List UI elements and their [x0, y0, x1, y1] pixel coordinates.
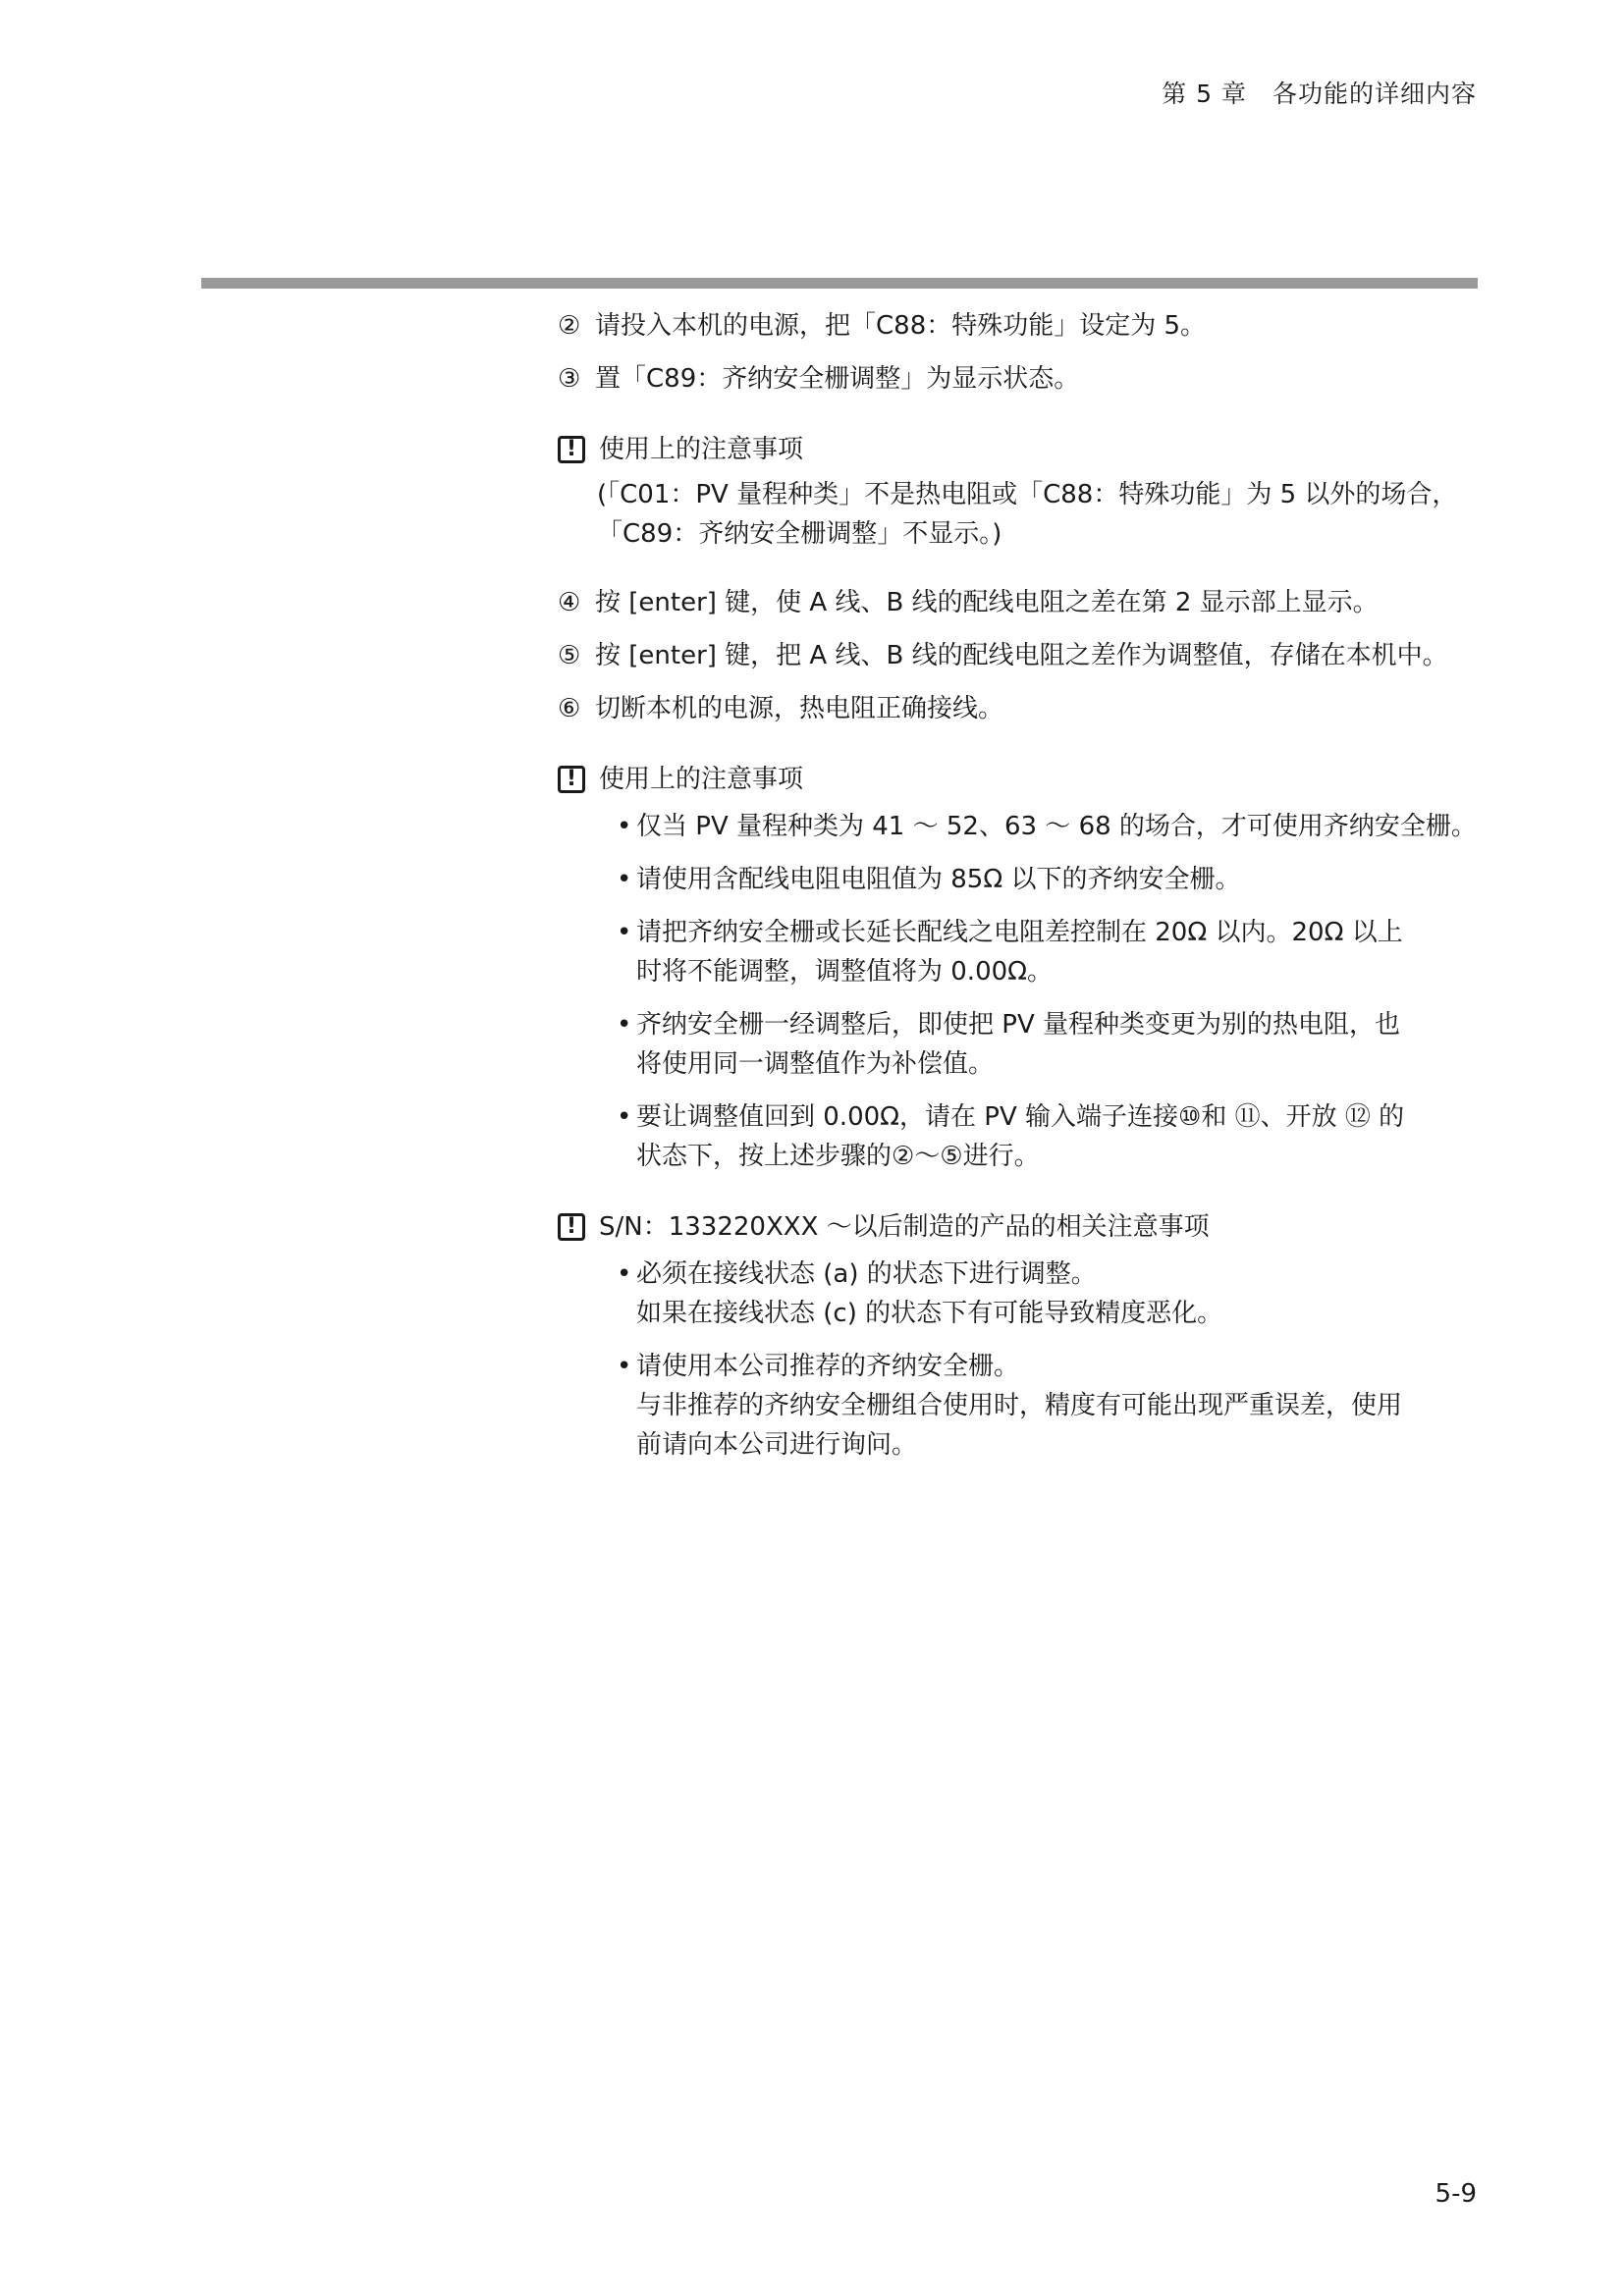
list-item [617, 1005, 1481, 1084]
warning-icon: ! [558, 1213, 585, 1241]
note-body-line: 「C89：齐纳安全栅调整」不显示。) [597, 519, 1002, 549]
step-3 [558, 359, 1481, 399]
note-title [558, 430, 1481, 469]
bullet-line: • 齐纳安全栅一经调整后，即使把 PV 量程种类变更为别的热电阻，也 [636, 1010, 1400, 1040]
bullet-line: • 要让调整值回到 0.00Ω，请在 PV 输入端子连接⑩和 ⑪、开放 ⑫ 的 [636, 1102, 1405, 1132]
note-bullet-list [558, 807, 1481, 1176]
header-rule [201, 278, 1478, 289]
step-text: 按 [enter] 键，把 A 线、B 线的配线电阻之差作为调整值，存储在本机中。 [595, 641, 1448, 670]
step-text: 切断本机的电源，热电阻正确接线。 [595, 694, 1004, 723]
bullet-line: 如果在接线状态 (c) 的状态下有可能导致精度恶化。 [636, 1299, 1223, 1328]
bullet-line: 与非推荐的齐纳安全栅组合使用时，精度有可能出现严重误差，使用 [636, 1391, 1403, 1420]
chapter-header: 第 5 章 各功能的详细内容 [1162, 80, 1477, 108]
step-number: ④ [558, 588, 581, 617]
step-text: 按 [enter] 键，使 A 线、B 线的配线电阻之差在第 2 显示部上显示。 [595, 588, 1379, 617]
list-item [617, 1255, 1481, 1333]
list-item [617, 1097, 1481, 1176]
step-number: ⑤ [558, 641, 581, 670]
list-item [617, 860, 1481, 899]
serial-note [558, 1207, 1481, 1465]
bullet-line: • 请使用本公司推荐的齐纳安全栅。 [636, 1352, 1020, 1381]
step-number: ② [558, 311, 581, 341]
warning-icon: ! [558, 436, 585, 463]
note-title-text: S/N：133220XXX ～以后制造的产品的相关注意事项 [599, 1212, 1210, 1242]
note-bullet-list [558, 1255, 1481, 1465]
bullet-line: 前请向本公司进行询问。 [636, 1430, 918, 1460]
bullet-line: • 请把齐纳安全栅或长延长配线之电阻差控制在 20Ω 以内。20Ω 以上 [636, 918, 1403, 947]
step-number: ③ [558, 364, 581, 394]
bullet-line: 时将不能调整，调整值将为 0.00Ω。 [636, 957, 1054, 987]
step-4 [558, 583, 1481, 622]
main-content [558, 306, 1481, 1478]
usage-note-2 [558, 760, 1481, 1176]
step-2 [558, 306, 1481, 346]
bullet-line: • 必须在接线状态 (a) 的状态下进行调整。 [636, 1259, 1097, 1289]
note-title-text: 使用上的注意事项 [599, 435, 804, 464]
list-item [617, 913, 1481, 991]
page-number: 5-9 [1435, 2179, 1477, 2209]
step-text: 置「C89：齐纳安全栅调整」为显示状态。 [595, 364, 1080, 394]
list-item [617, 807, 1481, 846]
note-body [597, 475, 1481, 554]
usage-note-1 [558, 430, 1481, 554]
note-title [558, 760, 1481, 799]
bullet-line: • 请使用含配线电阻电阻值为 85Ω 以下的齐纳安全栅。 [636, 865, 1241, 894]
list-item [617, 1347, 1481, 1465]
step-number: ⑥ [558, 694, 581, 723]
steps-group-b [558, 583, 1481, 728]
bullet-line: 状态下，按上述步骤的②～⑤进行。 [636, 1142, 1040, 1171]
note-title-text: 使用上的注意事项 [599, 765, 804, 794]
step-5 [558, 636, 1481, 675]
warning-icon: ! [558, 766, 585, 793]
bullet-line: 将使用同一调整值作为补偿值。 [636, 1049, 995, 1079]
note-title [558, 1207, 1481, 1247]
step-text: 请投入本机的电源，把「C88：特殊功能」设定为 5。 [595, 311, 1207, 341]
note-body-line: (「C01：PV 量程种类」不是热电阻或「C88：特殊功能」为 5 以外的场合， [597, 480, 1458, 509]
bullet-line: • 仅当 PV 量程种类为 41 ～ 52、63 ～ 68 的场合，才可使用齐纳安全栅。 [636, 812, 1477, 841]
step-6 [558, 689, 1481, 728]
